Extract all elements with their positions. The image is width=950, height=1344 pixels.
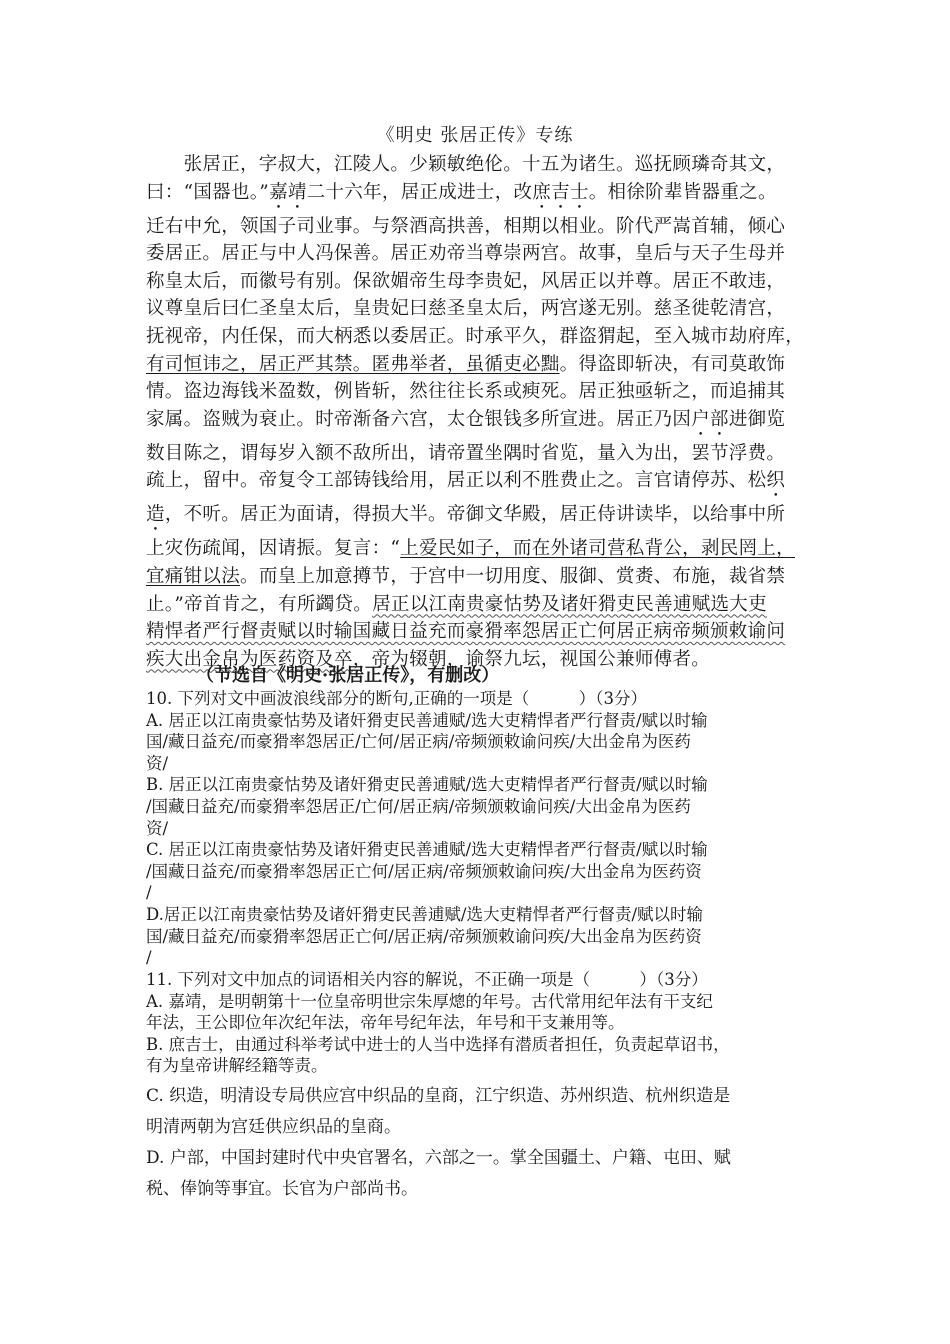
- passage-line: [146, 535, 818, 563]
- passage-text-segment: 。得盗即斩决，有司莫敢饰: [559, 353, 786, 375]
- passage-line: [146, 378, 818, 406]
- question-10-line: 国/藏日益充/而豪猾率怨居正/亡何/居正病/帝频颁敕谕问疾/大出金帛为医药: [146, 732, 691, 752]
- dotted-term: 庶: [532, 181, 552, 203]
- dotted-term: 户: [691, 408, 711, 430]
- question-10-line: /: [146, 948, 152, 968]
- question-11-options-cd: [146, 1081, 826, 1205]
- wavy-underlined-segment: 居正以江南贵豪怙势及诸奸猾吏民善逋赋选大吏: [372, 593, 767, 615]
- question-10-line: /国藏日益充/而豪猾率怨居正亡何/居正病/帝频颁敕谕问疾/大出金帛为医药资: [146, 861, 702, 881]
- dotted-term: 造: [146, 504, 165, 526]
- question-11: [146, 969, 826, 1077]
- question-11-line: 年法，王公即位年次纪年法，帝年号纪年法，年号和干支兼用等。: [146, 1013, 625, 1033]
- passage-text-segment: 迁右中允，领国子司业事。与祭酒高拱善，相期以相业。阶代严嵩首辅，倾心: [146, 215, 786, 237]
- question-10-line: B. 居正以江南贵豪怙势及诸奸猾吏民善逋赋/选大吏精悍者严行督责/赋以时输: [146, 775, 708, 795]
- underlined-segment: 有司恒讳之，居正严其禁。匿弗举者，虽循吏必黜: [146, 353, 560, 375]
- question-10-line: A. 居正以江南贵豪怙势及诸奸猾吏民善逋赋/选大吏精悍者严行督责/赋以时输: [146, 710, 708, 730]
- passage-line: [146, 406, 818, 440]
- passage-text-segment: 曰：“国器也。”: [146, 181, 270, 203]
- passage-text-segment: 止。”帝首肯之，有所蠲贷。: [146, 593, 373, 615]
- question-10-line: /: [146, 883, 152, 903]
- passage-text-segment: 议尊皇后曰仁圣皇太后，皇贵妃曰慈圣皇太后，两宫遂无别。慈圣徙乾清宫，: [146, 298, 786, 320]
- question-10-line: C. 居正以江南贵豪怙势及诸奸猾吏民善逋赋/选大吏精悍者严行督责/赋以时输: [146, 840, 708, 860]
- passage-line: [146, 213, 818, 241]
- dotted-term: 部: [710, 408, 729, 430]
- passage-text: [146, 151, 818, 673]
- question-11-line: 有为皇帝讲解经籍等责。: [146, 1056, 328, 1076]
- question-11-line: 明清两朝为宫廷供应织品的皇商。: [146, 1117, 401, 1137]
- passage-line: [146, 323, 818, 351]
- passage-text-segment: 抚视帝，内任保，而大柄悉以委居正。时承平久，群盗猬起，至入城市劫府库，: [146, 325, 805, 347]
- passage-line: [146, 268, 818, 296]
- passage-text-segment: 进御览: [728, 408, 786, 430]
- passage-text-segment: 二十六年，居正成进士，改: [306, 181, 533, 203]
- passage-text-segment: 数目陈之，谓每岁入额不敌所出，请帝置坐隅时省览，量入为出，罢节浮费。: [146, 442, 786, 464]
- passage-line: [146, 179, 818, 213]
- underlined-segment: 宜痛钳以法: [146, 565, 241, 587]
- passage-text-segment: 。而皇上加意撙节，于宫中一切用度、服御、赏赉、布施，裁省禁: [240, 565, 786, 587]
- passage-line: [146, 563, 818, 591]
- dotted-term: 靖: [287, 181, 307, 203]
- source-note: （节选自《明史·张居正传》，有删改）: [196, 665, 500, 686]
- wavy-underlined-segment: 疾大出金帛为医药资及卒: [146, 648, 353, 670]
- passage-text-segment: 委居正。居正与中人冯保善。居正劝帝当尊崇两宫。故事，皇后与天子生母并: [146, 243, 786, 265]
- document-title: 《明史 张居正传》专练: [376, 125, 574, 146]
- question-11-line: A. 嘉靖，是明朝第十一位皇帝明世宗朱厚熜的年号。古代常用纪年法有干支纪: [146, 991, 713, 1011]
- question-10-line: 资/: [146, 818, 169, 838]
- passage-text-segment: 张居正，字叔大，江陵人。少颖敏绝伦。十五为诸生。巡抚顾璘奇其文，: [146, 154, 786, 175]
- passage-text-segment: 称皇太后，而徽号有别。保欲媚帝生母李贵妃，风居正以并尊。居正不敢违，: [146, 270, 786, 292]
- dotted-term: 吉: [551, 181, 570, 203]
- question-11-line: B. 庶吉士，由通过科举考试中进士的人当中选择有潜质者担任，负责起草诏书，: [146, 1034, 730, 1054]
- question-10-line: D.居正以江南贵豪怙势及诸奸猾吏民善逋赋/选大吏精悍者严行督责/赋以时输: [146, 904, 704, 924]
- passage-line: [146, 440, 818, 468]
- dotted-term: 嘉: [269, 181, 288, 203]
- passage-line: [146, 501, 818, 535]
- passage-line: [146, 351, 818, 379]
- dotted-term: 士: [569, 181, 589, 203]
- passage-text-segment: 上灾伤疏闻，因请振。复言：“: [146, 538, 401, 560]
- question-11-line: 税、俸饷等事宜。长官为户部尚书。: [146, 1179, 418, 1199]
- wavy-underlined-segment: 精悍者严行督责赋以时输国藏日益充而豪猾率怨居正亡何居正病帝频颁敕谕问: [146, 621, 786, 643]
- passage-line: [146, 591, 818, 619]
- question-11-line: D. 户部，中国封建时代中央官署名，六部之一。掌全国疆土、户籍、屯田、赋: [146, 1148, 731, 1168]
- dotted-term: 织: [766, 470, 786, 492]
- passage-text-segment: 家属。盗贼为衰止。时帝渐备六宫，太仓银钱多所宣进。居正乃因: [146, 408, 692, 430]
- passage-text-segment: 情。盗边海钱米盈数，例皆斩，然往往长系或瘐死。居正独亟斩之，而追捕其: [146, 381, 786, 403]
- question-10-line: 10. 下列对文中画波浪线部分的断句,正确的一项是（ ）（3分）: [146, 689, 647, 708]
- passage-line: [146, 151, 818, 179]
- passage-line: [146, 618, 818, 646]
- question-10-line: 资/: [146, 753, 169, 773]
- question-10: [146, 688, 826, 969]
- passage-text-segment: ，帝为辍朝，谕祭九坛，视国公兼师傅者。: [352, 648, 711, 670]
- question-11-line: C. 织造，明清设专局供应宫中织品的皇商，江宁织造、苏州织造、杭州织造是: [146, 1086, 731, 1106]
- question-10-line: 国/藏日益充/而豪猾率怨居正亡何/居正病/帝频颁敕谕问疾/大出金帛为医药资: [146, 926, 702, 946]
- passage-line: [146, 240, 818, 268]
- passage-line: [146, 295, 818, 323]
- passage-text-segment: ，不听。居正为面请，得损大半。帝御文华殿，居正侍讲读毕，以给事中所: [164, 504, 786, 526]
- passage-text-segment: 。相徐阶辈皆器重之。: [588, 181, 777, 203]
- question-11-line: 11. 下列对文中加点的词语相关内容的解说，不正确一项是（ ）（3分）: [146, 970, 708, 989]
- question-10-line: /国藏日益充/而豪猾率怨居正/亡何/居正病/帝频颁敕谕问疾/大出金帛为医药: [146, 796, 691, 816]
- passage-text-segment: 疏上，留中。帝复令工部铸钱给用，居正以利不胜费止之。言官请停苏、松: [146, 470, 767, 492]
- underlined-segment: 上爱民如子，而在外诸司营私背公，剥民罔上，: [400, 538, 795, 560]
- passage-line: [146, 467, 818, 501]
